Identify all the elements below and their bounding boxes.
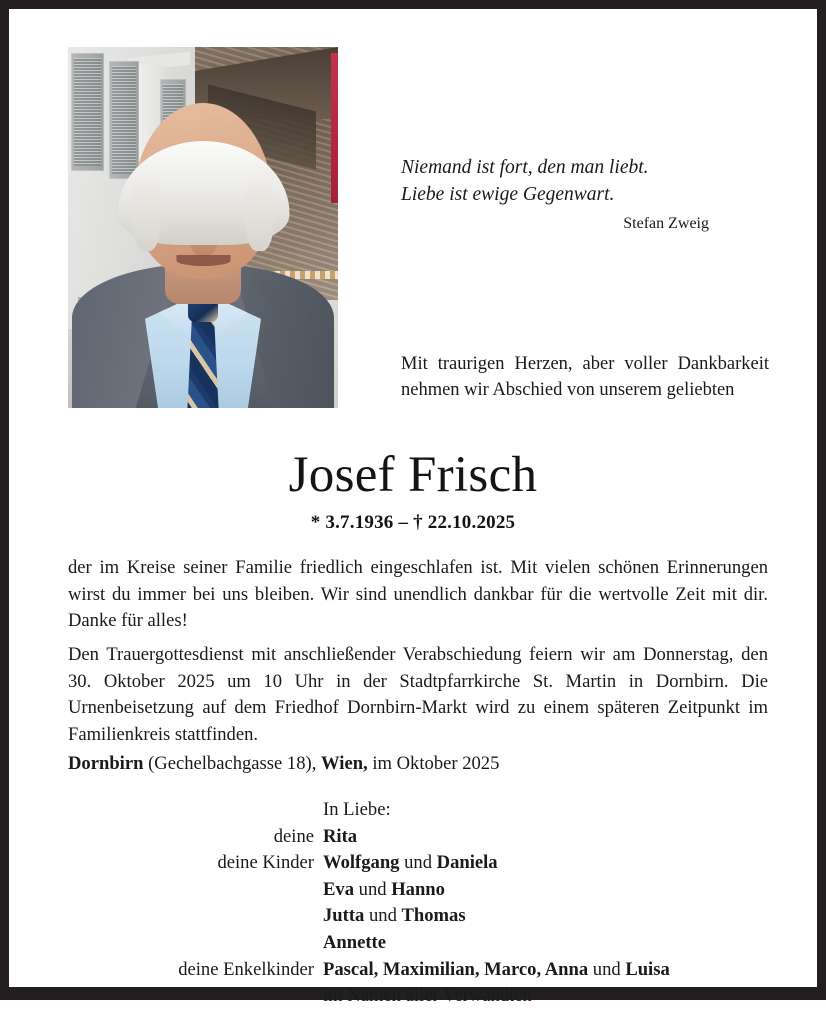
survivor-row — [68, 824, 768, 851]
survivors-list — [68, 797, 768, 1010]
survivor-names: Eva und Hanno — [323, 878, 445, 900]
notice-page — [9, 9, 817, 1007]
survivors-heading-value: In Liebe: — [323, 799, 391, 820]
page-title: Josef Frisch — [288, 447, 538, 503]
memorial-paragraph-2: Den Trauergottesdienst mit anschließender Verabschiedung feiern wir am Donnerstag, den 30. Oktober 2025 um 10 Uhr in der Stadtpfarrkirche St. Martin in Dornbirn. Die Urnenbeisetzung auf dem Friedhof Dornbirn-Markt wird zu einem späteren Zeitpunkt im Familienkreis stattfinden. — [68, 644, 768, 745]
survivor-row — [68, 903, 768, 930]
place-date: im Oktober 2025 — [367, 753, 500, 774]
quote-line-2: Liebe ist ewige Gegenwart. — [401, 184, 615, 205]
survivor-relation-label: deine Kinder — [217, 852, 314, 874]
quote-line-1: Niemand ist fort, den man liebt. — [401, 157, 649, 178]
quote-author: Stefan Zweig — [623, 215, 709, 232]
survivor-row — [68, 930, 768, 957]
quote-block — [401, 154, 771, 233]
memorial-paragraph-1: der im Kreise seiner Familie friedlich eingeschlafen ist. Mit vielen schönen Erinnerungen wirst du immer bei uns bleiben. Wir sind unendlich dankbar für die wertvolle Zeit mit dir. Danke für alles! — [68, 557, 768, 631]
survivors-heading-row — [68, 797, 768, 824]
photo-subject-hair-left — [132, 165, 162, 251]
survivor-names: Jutta und Thomas — [323, 905, 466, 927]
photo-image — [68, 47, 338, 408]
photo-background-red-stripe — [331, 53, 338, 203]
survivor-row — [68, 983, 768, 1010]
survivor-names: Pascal, Maximilian, Marco, Anna und Luisa — [323, 958, 670, 980]
place-date-line — [68, 751, 499, 777]
survivor-row — [68, 877, 768, 904]
survivor-row — [68, 957, 768, 984]
survivor-names: Wolfgang und Daniela — [323, 852, 498, 874]
survivor-relation-label: deine Enkelkinder — [178, 958, 314, 980]
survivors-rows — [68, 824, 768, 1010]
survivor-row — [68, 850, 768, 877]
photo-subject-hair-right — [245, 165, 275, 251]
place-city-secondary: Wien, — [321, 753, 368, 774]
portrait-photo — [68, 47, 338, 408]
survivor-names: Annette — [323, 931, 386, 953]
place-city-primary: Dornbirn — [68, 753, 144, 774]
birth-death-dates: * 3.7.1936 – † 22.10.2025 — [310, 512, 516, 533]
intro-text: Mit traurigen Herzen, aber voller Dankbarkeit nehmen wir Abschied von unserem geliebten — [401, 354, 769, 400]
photo-background-shutter — [109, 61, 139, 179]
survivor-names: Rita — [323, 825, 358, 847]
survivor-names: im Namen aller Verwandten — [323, 985, 532, 1007]
survivor-relation-label: deine — [273, 825, 314, 847]
place-address: (Gechelbachgasse 18), — [143, 753, 322, 774]
photo-background-shutter — [71, 53, 104, 171]
photo-subject-mouth — [176, 255, 230, 266]
